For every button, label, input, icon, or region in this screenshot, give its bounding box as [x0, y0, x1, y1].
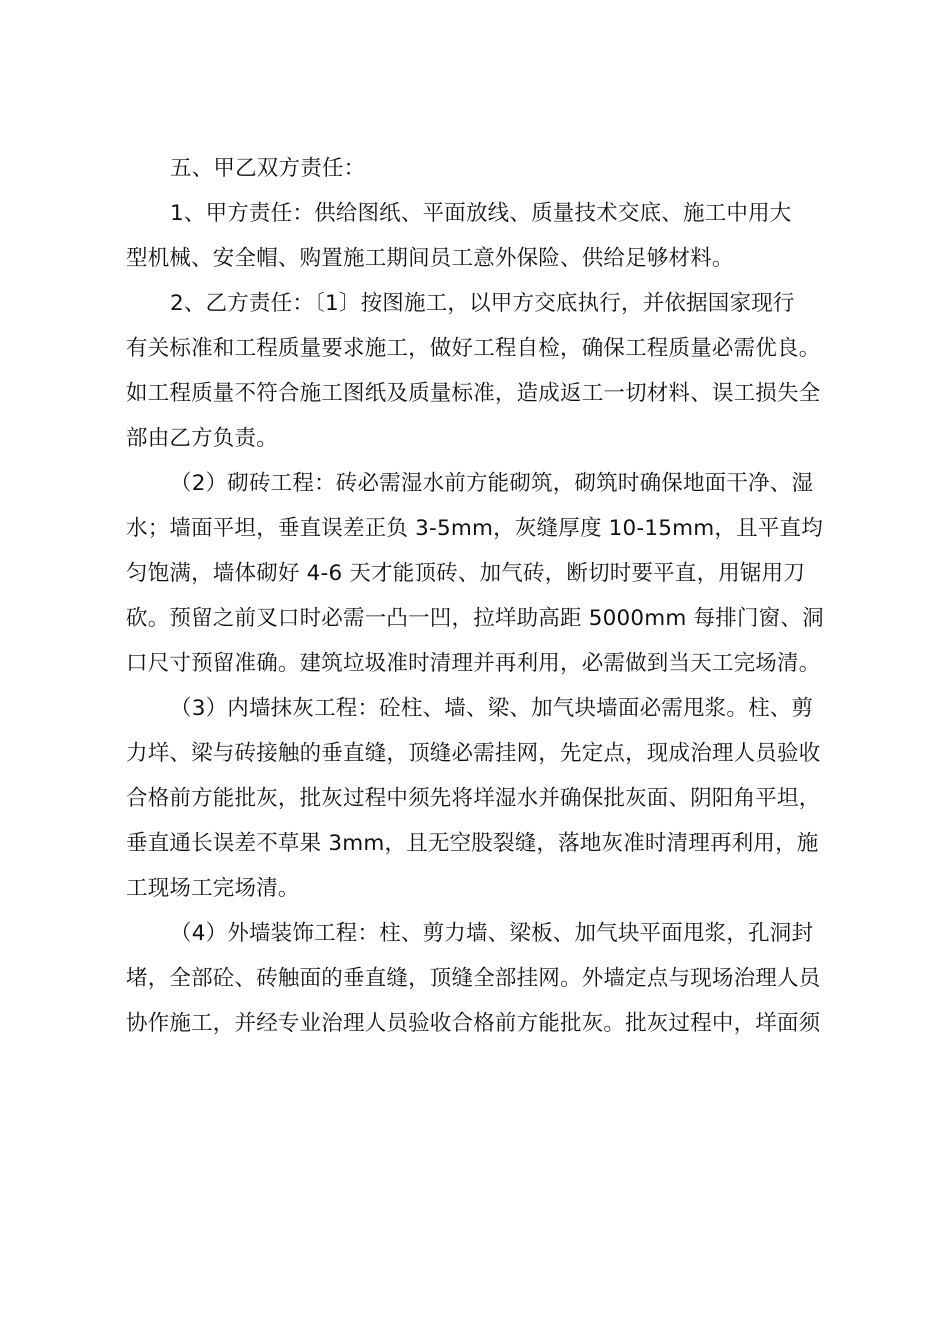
- paragraph-lines: [126, 191, 846, 1046]
- text-line: （2）砌砖工程：砖必需湿水前方能砌筑，砌筑时确保地面干净、湿: [170, 471, 814, 496]
- text-line: 垂直通长误差不草果 3mm，且无空股裂缝，落地灰准时清理再利用，施: [126, 831, 819, 856]
- text-line: （3）内墙抹灰工程：砼柱、墙、梁、加气块墙面必需甩浆。柱、剪: [170, 696, 814, 721]
- text-line: 如工程质量不符合施工图纸及质量标准，造成返工一切材料、误工损失全: [126, 381, 821, 406]
- text-line: 水；墙面平坦，垂直误差正负 3-5mm，灰缝厚度 10-15mm，且平直均: [126, 516, 823, 541]
- text-line: 协作施工，并经专业治理人员验收合格前方能批灰。批灰过程中，垟面须: [126, 1011, 821, 1036]
- text-line: 型机械、安全帽、购置施工期间员工意外保险、供给足够材料。: [126, 246, 734, 271]
- text-line: 1、甲方责任：供给图纸、平面放线、质量技术交底、施工中用大: [170, 201, 792, 226]
- text-line: 口尺寸预留准确。建筑垃圾准时清理并再利用，必需做到当天工完场清。: [126, 651, 821, 676]
- text-line: 砍。预留之前叉口时必需一凸一凹，拉垟助高距 5000mm 每排门窗、洞: [126, 606, 824, 631]
- text-line: 2、乙方责任：〔1〕按图施工，以甲方交底执行，并依据国家现行: [170, 291, 795, 316]
- text-line: 匀饱满，墙体砌好 4-6 天才能顶砖、加气砖，断切时要平直，用锯用刀: [126, 561, 806, 586]
- text-line: 堵，全部砼、砖触面的垂直缝，顶缝全部挂网。外墙定点与现场治理人员: [126, 966, 821, 991]
- section-heading: 五、甲乙双方责任：: [170, 156, 366, 181]
- text-line: 部由乙方负责。: [126, 426, 278, 451]
- text-line: 合格前方能批灰，批灰过程中须先将垟湿水并确保批灰面、阴阳角平坦，: [126, 786, 821, 811]
- text-line: （4）外墙装饰工程：柱、剪力墙、梁板、加气块平面甩浆，孔洞封: [170, 921, 814, 946]
- text-line: 工现场工完场清。: [126, 876, 300, 901]
- text-line: 有关标准和工程质量要求施工，做好工程自检，确保工程质量必需优良。: [126, 336, 821, 361]
- document-body: [126, 146, 846, 1046]
- text-line: 力垟、梁与砖接触的垂直缝，顶缝必需挂网，先定点，现成治理人员验收: [126, 741, 821, 766]
